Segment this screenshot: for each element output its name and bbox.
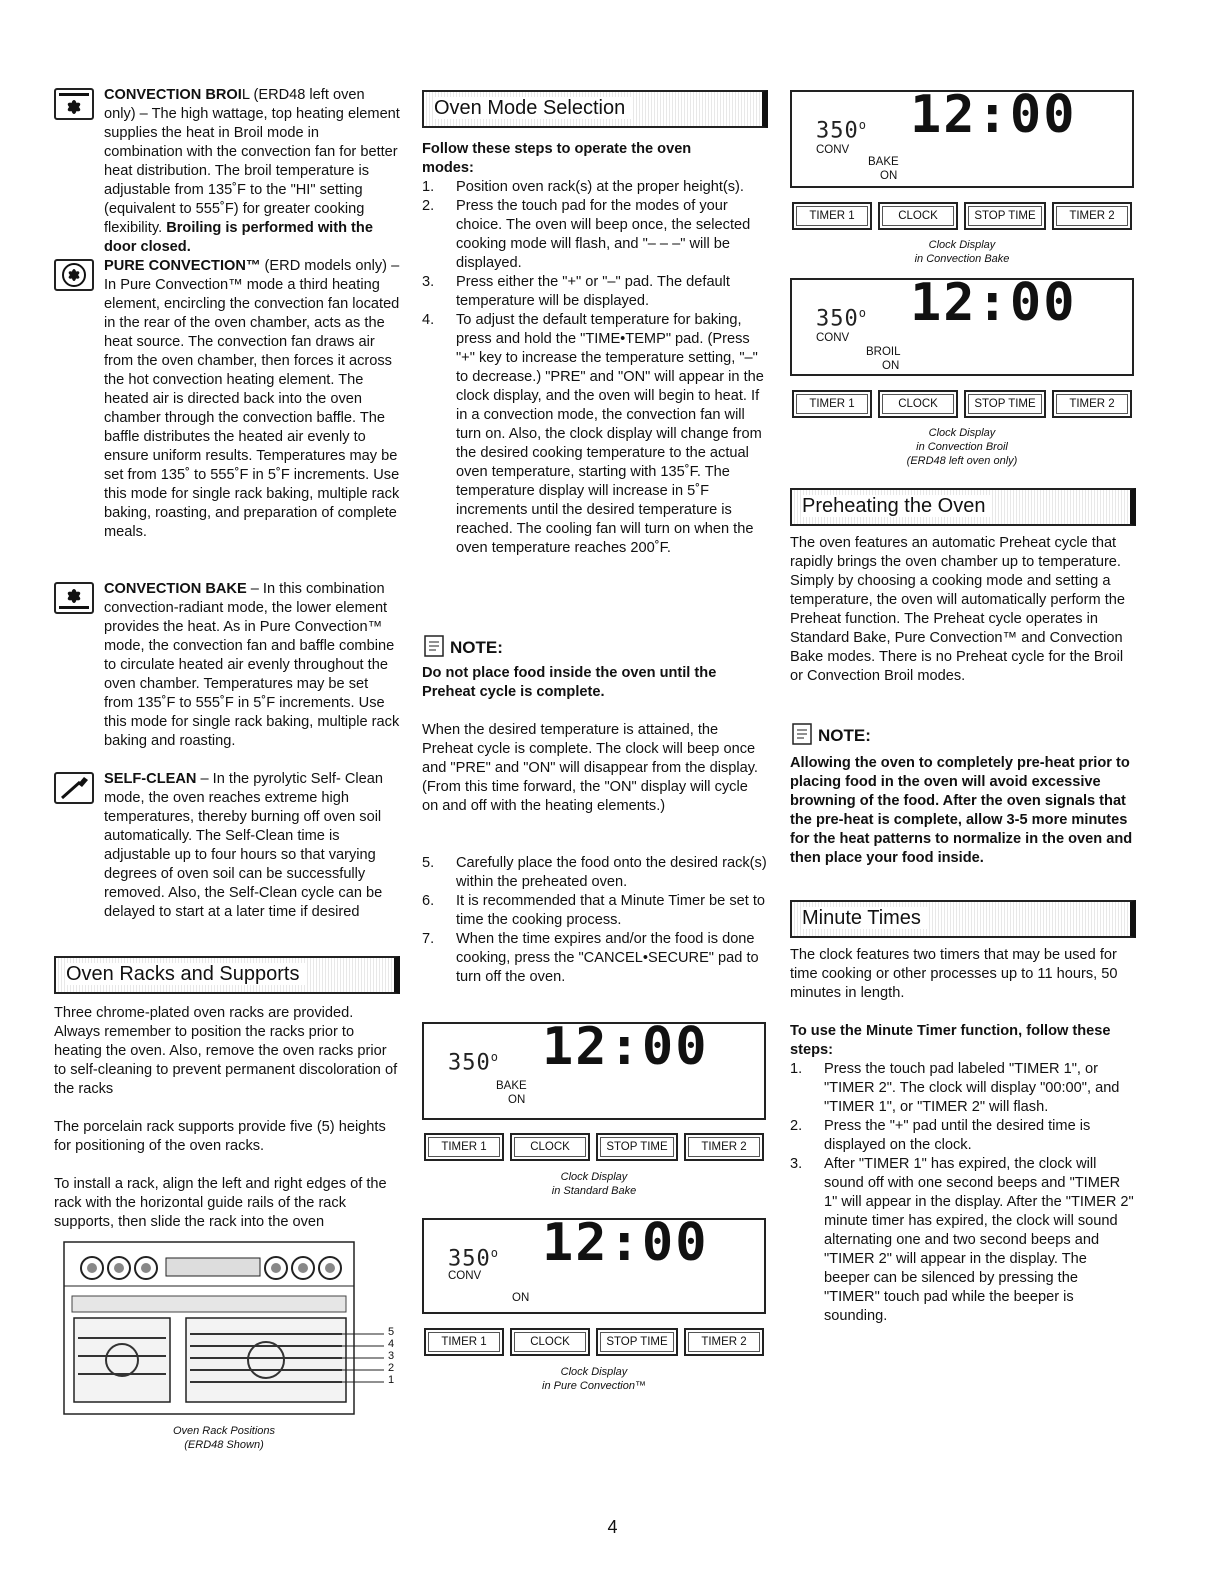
timer-2-button[interactable]: TIMER 2 — [684, 1133, 764, 1161]
racks-paragraph-2: The porcelain rack supports provide five (5) heights for positioning of the oven racks. — [54, 1119, 386, 1154]
stop-time-button[interactable]: STOP TIME — [964, 390, 1046, 418]
page-number: 4 — [607, 1517, 618, 1537]
clock-button[interactable]: CLOCK — [510, 1133, 590, 1161]
list-item — [422, 311, 768, 558]
conv-indicator: CONV — [816, 144, 850, 156]
step-text: Press the touch pad for the modes of your choice. The oven will beep once, the selected cooking mode will flash, and "– – –" will be displayed. — [456, 198, 751, 271]
convection-fan-ring-icon — [54, 259, 94, 291]
timer-1-button[interactable]: TIMER 1 — [424, 1133, 504, 1161]
step-text: Press either the "+" or "–" pad. The default temperature will be displayed. — [456, 274, 730, 309]
timer-1-button[interactable]: TIMER 1 — [792, 202, 872, 230]
caption-line-2: in Standard Bake — [551, 1185, 637, 1197]
temp-value: 350 — [448, 1246, 491, 1272]
caption-line-2: in Pure Convection™ — [542, 1380, 646, 1392]
on-indicator: ON — [512, 1292, 530, 1304]
mode-title: PURE CONVECTION™ — [104, 258, 261, 274]
note-heading — [422, 634, 503, 659]
display-caption — [850, 426, 1074, 468]
on-indicator: ON — [882, 360, 900, 372]
oven-illustration-svg — [62, 1240, 402, 1416]
on-indicator: ON — [880, 170, 898, 182]
mode-convection-bake — [54, 580, 400, 751]
clock-display-convection-broil — [790, 273, 1134, 376]
temp-readout — [816, 304, 867, 332]
caption-line-3: (ERD48 left oven only) — [906, 455, 1018, 467]
caption-line-1: Clock Display — [560, 1171, 628, 1183]
step-text: Press the "+" pad until the desired time is displayed on the clock. — [824, 1118, 1091, 1153]
convection-fan-top-icon — [54, 88, 94, 120]
temp-readout — [816, 116, 867, 144]
clock-display-pure-convection — [422, 1213, 766, 1314]
note-icon — [422, 634, 446, 658]
mode-selection-intro: Follow these steps to operate the oven modes: — [422, 141, 692, 176]
degree-sign: o — [490, 1050, 499, 1064]
conv-indicator: CONV — [448, 1270, 482, 1282]
mode-description: Clean mode, the oven reaches extreme high temperatures, thereby burning off oven soil automatically. The Self-Clean time is adjustable up to four hours so that varying degrees of oven soil can be successfully removed. Also, the Self-Clean cycle can be delayed to start at a later time if desired — [104, 771, 384, 920]
time-readout: 12:00 — [542, 1213, 709, 1273]
list-item — [422, 930, 768, 987]
clock-button[interactable]: CLOCK — [510, 1328, 590, 1356]
rack-position-2: 2 — [388, 1362, 395, 1374]
step-number: 6. — [422, 893, 435, 909]
convection-fan-bottom-icon — [54, 582, 94, 614]
preheat-complete-paragraph: When the desired temperature is attained, the Preheat cycle is complete. The clock will beep once and "PRE" and "ON" will disappear from the display. (From this time forward, the "ON" display will cycle on and off with the heating elements.) — [422, 722, 758, 814]
stop-time-button[interactable]: STOP TIME — [596, 1328, 678, 1356]
step-text: Press the touch pad labeled "TIMER 1", or "TIMER 2". The clock will display "00:00", and "TIMER 1", or "TIMER 2" will flash. — [824, 1061, 1120, 1115]
section-heading-racks — [54, 956, 400, 994]
clock-button[interactable]: CLOCK — [878, 202, 958, 230]
section-heading-preheating — [790, 488, 1136, 526]
display-caption — [482, 1170, 706, 1198]
stop-time-button[interactable]: STOP TIME — [596, 1133, 678, 1161]
mode-description: combination convection-radiant mode, the lower element provides the heat. As in Pure Convection™ mode, the convection fan and baffle combine to circulate heated air evenly throughout the oven chamber. Temperatures may be set from 135˚F to 555˚F in 5˚F increments. Use this mode for single rack baking, multiple rack baking and roasting. — [104, 581, 400, 749]
touch-pad-row — [790, 390, 1134, 418]
section-heading-mode-selection — [422, 90, 768, 128]
list-item — [422, 197, 768, 273]
time-readout: 12:00 — [542, 1017, 709, 1077]
mode-title: CONVECTION BROI — [104, 87, 242, 103]
list-item — [790, 1060, 1136, 1117]
conv-indicator: CONV — [816, 332, 850, 344]
temp-readout — [448, 1244, 499, 1272]
mode-convection-broil — [54, 86, 400, 257]
step-number: 2. — [422, 198, 435, 214]
temp-value: 350 — [816, 306, 859, 332]
list-item — [790, 1155, 1136, 1326]
degree-sign: o — [490, 1246, 499, 1260]
degree-sign: o — [858, 118, 867, 132]
minute-times-paragraph: The clock features two timers that may be used for time cooking or other processes up to 11 hours, 50 minutes in length. — [790, 947, 1118, 1001]
step-text: When the time expires and/or the food is done cooking, press the "CANCEL•SECURE" pad to turn off the oven. — [456, 931, 759, 985]
rack-position-3: 3 — [388, 1350, 395, 1362]
heading-text: Oven Mode Selection — [434, 97, 631, 119]
caption-line-1: Clock Display — [928, 239, 996, 251]
list-item — [422, 273, 768, 311]
note-label: NOTE: — [818, 726, 871, 745]
list-item — [422, 854, 768, 892]
mode-title: SELF-CLEAN — [104, 771, 197, 787]
minute-timer-steps — [790, 1060, 1136, 1326]
temp-readout — [448, 1048, 499, 1076]
caption-line-2: (ERD48 Shown) — [184, 1439, 264, 1451]
rack-position-5: 5 — [388, 1326, 395, 1338]
display-caption — [850, 238, 1074, 266]
step-text: Position oven rack(s) at the proper height(s). — [456, 179, 744, 195]
mode-indicator: BAKE — [496, 1080, 527, 1092]
display-caption — [482, 1365, 706, 1393]
temp-value: 350 — [448, 1050, 491, 1076]
note-label: NOTE: — [450, 638, 503, 657]
mode-indicator: BAKE — [868, 156, 899, 168]
touch-pad-row — [422, 1328, 766, 1356]
timer-1-button[interactable]: TIMER 1 — [424, 1328, 504, 1356]
temp-value: 350 — [816, 118, 859, 144]
clock-button[interactable]: CLOCK — [878, 390, 958, 418]
step-number: 1. — [422, 179, 435, 195]
mode-selection-steps-continued — [422, 854, 768, 987]
note-text: Do not place food inside the oven until the Preheat cycle is complete. — [422, 665, 717, 700]
step-text: It is recommended that a Minute Timer be set to time the cooking process. — [456, 893, 766, 928]
degree-sign: o — [858, 306, 867, 320]
preheat-paragraph: The oven features an automatic Preheat cycle that rapidly brings the oven chamber up to temperature. Simply by choosing a cooking mode and setting a temperature, the oven will automatically perform the Preheat function. The Preheat cycle operates in Standard Bake, Pure Convection™ and Convection Bake modes. There is no Preheat cycle for the Broil or Convection Broil modes. — [790, 535, 1126, 684]
stop-time-button[interactable]: STOP TIME — [964, 202, 1046, 230]
on-indicator: ON — [508, 1094, 526, 1106]
timer-2-button[interactable]: TIMER 2 — [1052, 202, 1132, 230]
clock-display-standard-bake — [422, 1017, 766, 1120]
mode-title-tail: – In the pyrolytic Self- — [196, 771, 341, 787]
mode-selection-steps — [422, 178, 768, 558]
list-item — [422, 178, 768, 197]
rack-position-labels — [388, 1326, 400, 1386]
step-number: 1. — [790, 1061, 803, 1077]
racks-paragraph-1: Three chrome-plated oven racks are provided. Always remember to position the racks prior to heating the oven. Also, remove the oven racks prior to self-cleaning to prevent permanent discoloration of the racks — [54, 1005, 398, 1097]
racks-paragraph-3: To install a rack, align the left and right edges of the rack with the horizontal guide rails of the rack supports, then slide the rack into the oven — [54, 1176, 387, 1230]
mode-pure-convection — [54, 257, 400, 542]
clock-display-convection-bake — [790, 85, 1134, 188]
step-number: 3. — [422, 274, 435, 290]
section-heading-minute-times — [790, 900, 1136, 938]
step-number: 5. — [422, 855, 435, 871]
step-text: After "TIMER 1" has expired, the clock will sound off with one second beeps and "TIMER 1" will appear in the display. After the "TIMER 2" minute timer has expired, the clock will sound alternating one and two second beeps and "TIMER 2" will appear in the display. The beeper can be silenced by pressing the "TIMER" touch pad while the beeper is sounding. — [824, 1156, 1134, 1324]
mode-bold-note: Broiling is performed with the door closed. — [104, 220, 373, 255]
touch-pad-row — [790, 202, 1134, 230]
rack-position-4: 4 — [388, 1338, 395, 1350]
rack-position-1: 1 — [388, 1374, 395, 1386]
note-icon — [790, 722, 814, 746]
caption-line-2: in Convection Broil — [916, 441, 1008, 453]
step-text: To adjust the default temperature for baking, press and hold the "TIME•TEMP" pad. (Press "+" key to increase the temperature setting, "–" to decrease.) "PRE" and "ON" will appear in the clock display, and the oven will begin to heat. If in a convection mode, the convection fan will turn on. Also, the clock display will change from the desired cooking temperature to the actual oven temperature, starting with 135˚F. The temperature display will increase in 5˚F increments until the desired temperature is reached. The cooling fan will turn on when the oven temperature reaches 200˚F. — [456, 312, 764, 556]
list-item — [790, 1117, 1136, 1155]
oven-rack-illustration — [62, 1240, 402, 1416]
mode-title-tail: (ERD models — [260, 258, 352, 274]
heading-text: Preheating the Oven — [802, 495, 991, 517]
mode-title-tail: – In this — [246, 581, 302, 597]
caption-line-1: Oven Rack Positions — [172, 1425, 276, 1437]
mode-title-tail: L (ERD48 left oven — [241, 87, 365, 103]
mode-title: CONVECTION BAKE — [104, 581, 247, 597]
touch-pad-row — [422, 1133, 766, 1161]
mode-description: only) – The high wattage, top heating element supplies the heat in Broil mode in combination with the convection fan for better heat distribution. The broil temperature is adjustable from 135˚F to the "HI" setting (equivalent to 555˚F) for greater cooking flexibility. — [104, 106, 400, 236]
heading-text: Minute Times — [802, 907, 927, 929]
timer-2-button[interactable]: TIMER 2 — [684, 1328, 764, 1356]
minute-timer-intro: To use the Minute Timer function, follow these steps: — [790, 1023, 1111, 1058]
timer-1-button[interactable]: TIMER 1 — [792, 390, 872, 418]
list-item — [422, 892, 768, 930]
step-number: 2. — [790, 1118, 803, 1134]
mode-indicator: BROIL — [866, 346, 901, 358]
brush-icon — [54, 772, 94, 804]
time-readout: 12:00 — [910, 85, 1077, 145]
step-text: Carefully place the food onto the desired rack(s) within the preheated oven. — [456, 855, 767, 890]
heading-text: Oven Racks and Supports — [66, 963, 305, 985]
step-number: 7. — [422, 931, 435, 947]
note-text: Allowing the oven to completely pre-heat prior to placing food in the oven will avoid excessive browning of the food. After the oven signals that the pre-heat is complete, allow 3-5 more minutes for the heat patterns to normalize in the oven and then place your food inside. — [790, 755, 1133, 866]
caption-line-1: Clock Display — [560, 1366, 628, 1378]
step-number: 4. — [422, 312, 435, 328]
rack-figure-caption — [114, 1424, 334, 1452]
time-readout: 12:00 — [910, 273, 1077, 333]
note-heading — [790, 722, 871, 747]
caption-line-2: in Convection Bake — [914, 253, 1010, 265]
timer-2-button[interactable]: TIMER 2 — [1052, 390, 1132, 418]
caption-line-1: Clock Display — [928, 427, 996, 439]
step-number: 3. — [790, 1156, 803, 1172]
mode-description: only) – In Pure Convection™ mode a third heating element, encircling the convection fan located in the rear of the oven chamber, acts as the heat source. The convection fan draws air from the oven chamber, then forces it across the hot convection heating element. The heated air is directed back into the oven chamber through the convection baffle. The baffle distributes the heated air evenly to ensure uniform results. Temperatures may be set from 135˚ to 555˚F in 5˚F increments. Use this mode for single rack baking, multiple rack baking, roasting, and preparation of complete meals. — [104, 258, 400, 540]
mode-self-clean — [54, 770, 400, 922]
